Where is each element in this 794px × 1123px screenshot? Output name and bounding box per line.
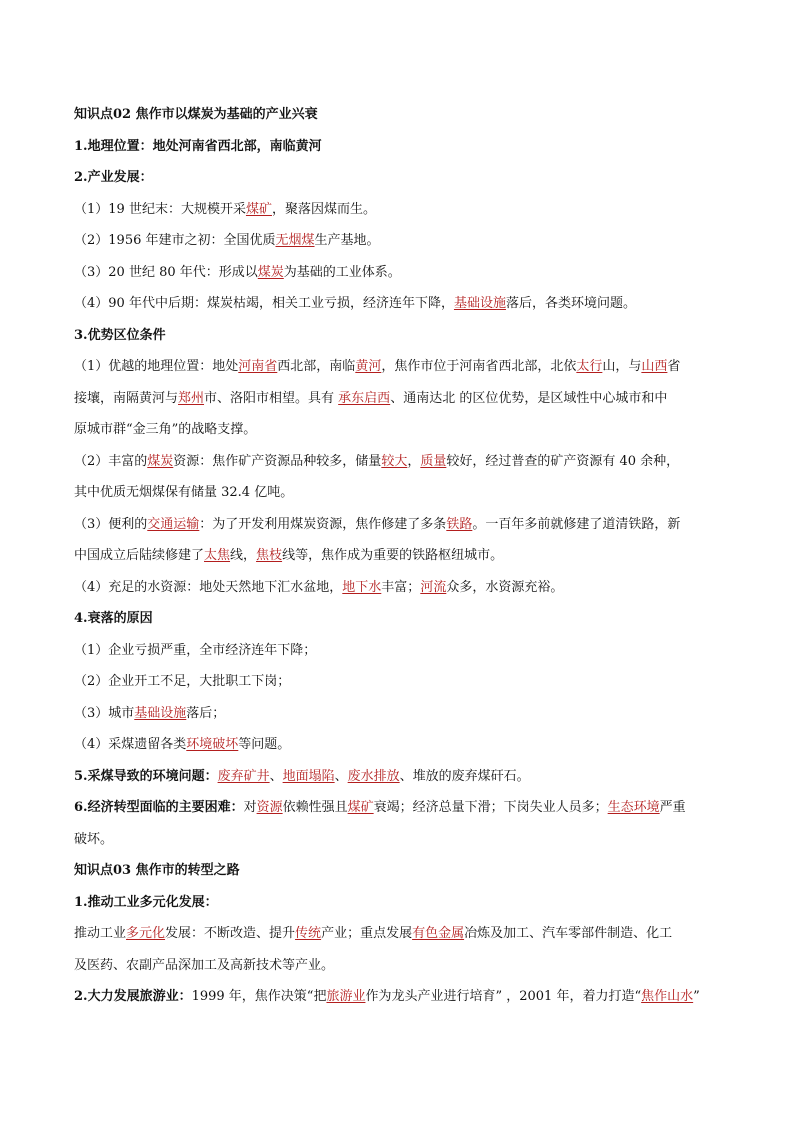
text-line	[74, 950, 726, 982]
text-line	[74, 225, 726, 257]
text-segment: 。一百年多前就修建了道清铁路，新	[472, 516, 681, 532]
text-segment: 线，	[230, 548, 257, 563]
text-segment: 中国成立后陆续修建了	[74, 548, 205, 563]
text-segment: 众多，水资源充裕。	[446, 579, 564, 595]
text-line	[74, 698, 726, 730]
keyword-highlight: 煤矿	[347, 800, 374, 815]
text-segment: （4）充足的水资源：地处天然地下汇水盆地，	[74, 579, 343, 595]
keyword-highlight: 基础设施	[134, 705, 187, 721]
text-line	[74, 540, 726, 572]
keyword-highlight: 煤矿	[245, 201, 272, 217]
keyword-highlight: 多元化	[126, 926, 166, 941]
text-segment: 原城市群“金三角”的战略支撑。	[74, 422, 257, 437]
keyword-highlight: 焦作山水	[641, 989, 694, 1004]
text-segment: 省	[667, 359, 681, 374]
text-segment: 为基础的工业体系。	[283, 264, 401, 280]
section-heading	[74, 162, 726, 194]
text-segment: 落后；	[186, 705, 226, 721]
keyword-highlight: 旅游业	[326, 989, 366, 1004]
keyword-highlight: 废水排放	[347, 768, 400, 784]
text-segment: 及医药、农副产品深加工及高新技术等产业。	[74, 957, 335, 973]
text-segment: 、	[334, 768, 348, 784]
text-segment: 依赖性强且	[282, 800, 348, 815]
text-segment: （3）城市	[74, 705, 135, 721]
text-line	[74, 288, 726, 320]
text-segment: 市、洛阳市相望。具有	[204, 390, 339, 406]
text-line	[74, 761, 726, 793]
bold-label: 2.大力发展旅游业：	[74, 989, 192, 1004]
text-segment: 落后，各类环境问题。	[505, 296, 636, 311]
text-segment: 、通南达北 的区位优势，是区域性中心城市和中	[390, 390, 668, 406]
text-line	[74, 194, 726, 226]
bold-label: 6.经济转型面临的主要困难：	[74, 800, 244, 815]
text-segment: ，	[407, 453, 421, 469]
bold-label: 5.采煤导致的环境问题：	[74, 768, 218, 784]
text-segment: 作为龙头产业进行培育” ，2001 年，着力打造“	[365, 989, 642, 1004]
section-heading	[74, 855, 726, 887]
text-segment: 接壤，南隔黄河与	[74, 390, 179, 406]
text-segment: ，聚落因煤而生。	[271, 201, 376, 217]
keyword-highlight: 有色金属	[412, 926, 465, 941]
section-heading	[74, 131, 726, 163]
text-segment: 衰竭；经济总量下滑；下岗失业人员多；	[373, 800, 608, 815]
keyword-highlight: 太行	[576, 359, 603, 374]
keyword-highlight: 交通运输	[147, 516, 200, 532]
text-line	[74, 572, 726, 604]
text-segment: 1.推动工业多元化发展：	[74, 894, 218, 910]
text-segment: 山，与	[602, 359, 642, 374]
text-segment: 等问题。	[238, 737, 291, 752]
text-segment: 丰富；	[381, 579, 421, 595]
text-segment: 线等，焦作成为重要的铁路枢纽城市。	[282, 548, 504, 563]
keyword-highlight: 太焦	[204, 548, 231, 563]
text-segment: 资源：焦作矿产资源品种较多，储量	[173, 453, 382, 469]
text-segment: 、堆放的废弃煤矸石。	[399, 768, 530, 784]
text-segment: （2）1956 年建市之初：全国优质	[74, 233, 276, 248]
text-line	[74, 981, 726, 1013]
text-segment: （3）便利的	[74, 516, 148, 532]
keyword-highlight: 承东启西	[338, 390, 391, 406]
document-page	[74, 99, 726, 1013]
text-segment: 知识点03 焦作市的转型之路	[74, 863, 240, 878]
keyword-highlight: 地下水	[342, 579, 382, 595]
text-segment: 知识点02 焦作市以煤炭为基础的产业兴衰	[74, 107, 318, 122]
keyword-highlight: 煤炭	[257, 264, 284, 280]
keyword-highlight: 地面塌陷	[282, 768, 335, 784]
text-segment: （2）丰富的	[74, 453, 148, 469]
text-segment: 冶炼及加工、汽车零部件制造、化工	[464, 926, 673, 941]
text-segment: 推动工业	[74, 926, 127, 941]
text-segment: 其中优质无烟煤保有储量 32.4 亿吨。	[74, 485, 294, 500]
keyword-highlight: 生态环境	[607, 800, 660, 815]
section-heading	[74, 320, 726, 352]
text-segment: 较好，经过普查的矿产资源有 40 余种，	[446, 453, 680, 469]
text-segment: 西北部，南临	[277, 359, 356, 374]
keyword-highlight: 基础设施	[453, 296, 506, 311]
keyword-highlight: 河南省	[238, 359, 278, 374]
section-heading	[74, 99, 726, 131]
keyword-highlight: 黄河	[355, 359, 382, 374]
text-segment: ：为了开发利用煤炭资源，焦作修建了多条	[199, 516, 447, 532]
text-segment: 3.优势区位条件	[74, 327, 166, 343]
text-segment: （1）19 世纪末：大规模开采	[74, 201, 246, 217]
keyword-highlight: 较大	[381, 453, 408, 469]
text-line	[74, 509, 726, 541]
text-line	[74, 446, 726, 478]
keyword-highlight: 环境破坏	[186, 737, 239, 752]
keyword-highlight: 山西	[641, 359, 668, 374]
text-line	[74, 414, 726, 446]
text-line	[74, 792, 726, 824]
text-line	[74, 666, 726, 698]
text-segment: （2）企业开工不足，大批职工下岗；	[74, 674, 291, 689]
text-segment: （3）20 世纪 80 年代：形成以	[74, 264, 258, 280]
text-segment: ，焦作市位于河南省西北部，北依	[381, 359, 577, 374]
text-line	[74, 257, 726, 289]
keyword-highlight: 煤炭	[147, 453, 174, 469]
section-heading	[74, 603, 726, 635]
text-segment: 严重	[659, 800, 686, 815]
keyword-highlight: 河流	[420, 579, 447, 595]
text-segment: 2.产业发展：	[74, 170, 153, 185]
text-segment: 对	[243, 800, 257, 815]
text-segment: 4.衰落的原因	[74, 611, 153, 626]
text-line	[74, 351, 726, 383]
text-segment: （1）优越的地理位置：地处	[74, 359, 239, 374]
text-line	[74, 477, 726, 509]
keyword-highlight: 铁路	[446, 516, 473, 532]
keyword-highlight: 郑州	[178, 390, 205, 406]
keyword-highlight: 焦枝	[256, 548, 283, 563]
text-segment: （4）90 年代中后期：煤炭枯竭，相关工业亏损，经济连年下降，	[74, 296, 454, 311]
text-segment: ”	[693, 989, 700, 1004]
text-line	[74, 824, 726, 856]
text-line	[74, 918, 726, 950]
text-segment: 发展：不断改造、提升	[165, 926, 296, 941]
keyword-highlight: 废弃矿井	[217, 768, 270, 784]
text-segment: （1）企业亏损严重，全市经济连年下降；	[74, 642, 317, 658]
section-heading	[74, 887, 726, 919]
text-segment: 生产基地。	[314, 233, 380, 248]
keyword-highlight: 无烟煤	[275, 233, 315, 248]
keyword-highlight: 资源	[256, 800, 283, 815]
text-segment: 产业；重点发展	[321, 926, 413, 941]
text-segment: 1.地理位置：地处河南省西北部，南临黄河	[74, 138, 322, 154]
text-segment: 1999 年，焦作决策“把	[191, 989, 327, 1004]
text-line	[74, 729, 726, 761]
text-line	[74, 635, 726, 667]
text-segment: 破坏。	[74, 831, 114, 847]
text-line	[74, 383, 726, 415]
text-segment: （4）采煤遗留各类	[74, 737, 187, 752]
text-segment: 、	[269, 768, 283, 784]
keyword-highlight: 传统	[295, 926, 322, 941]
keyword-highlight: 质量	[420, 453, 447, 469]
